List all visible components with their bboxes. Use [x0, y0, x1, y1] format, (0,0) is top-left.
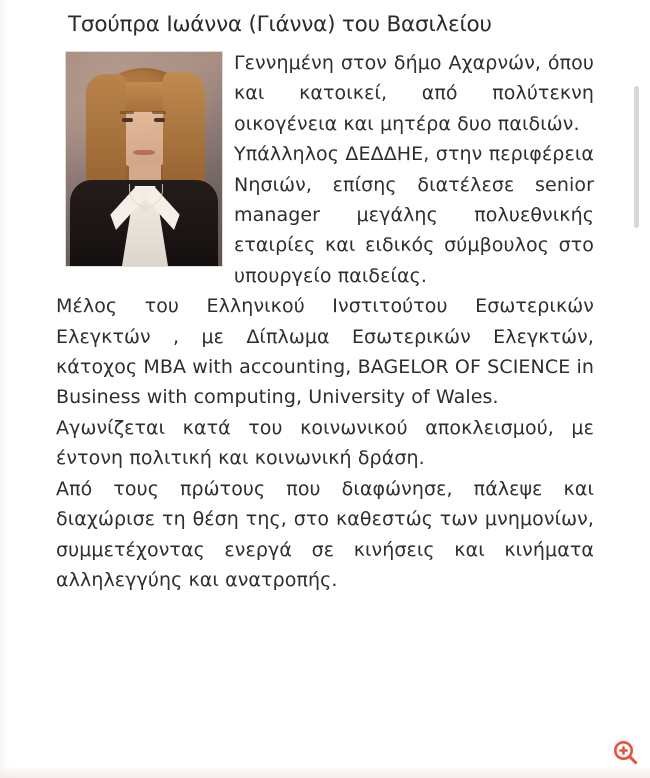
portrait-eye-right	[154, 118, 165, 122]
biography-paragraph-4: Αγωνίζεται κατά του κοινωνικού αποκλεισμού, με έντονη πολιτική και κοινωνική δράση.	[56, 416, 594, 470]
portrait-photo	[66, 52, 222, 266]
biography-text-block	[56, 48, 594, 595]
biography-paragraph-1: Γεννημένη στον δήμο Αχαρνών, όπου και κατοικεί, από πολύτεκνη οικογένεια και μητέρα δυο παιδιών.	[234, 52, 594, 135]
portrait-brow-left	[120, 111, 134, 114]
portrait-mouth	[133, 150, 155, 155]
portrait-brow-right	[152, 111, 166, 114]
biography-paragraph-2: Υπάλληλος ΔΕΔΔΗΕ, στην περιφέρεια Νησιών, επίσης διατέλεσε senior manager μεγάλης πολυεθνικής εταιρίες και ειδικός σύμβουλος στο υπουργείο παιδείας.	[234, 143, 594, 287]
zoom-in-button[interactable]	[607, 734, 645, 772]
biography-paragraph-5: Από τους πρώτους που διαφώνησε, πάλεψε και διαχώρισε τη θέση της, στο καθεστώς των μνημονίων, συμμετέχοντας ενεργά σε κινήσεις και κινήματα αλληλεγγύης και ανατροπής.	[56, 477, 594, 591]
scrollbar-thumb[interactable]	[634, 86, 639, 228]
biography-paragraph-3: Μέλος του Ελληνικού Ινστιτούτου Εσωτερικών Ελεγκτών , με Δίπλωμα Εσωτερικών Ελεγκτών, κάτοχος MBA with accounting, BAGELOR OF SCIENCE in Business with computing, University of Wales.	[56, 295, 594, 409]
portrait-eye-left	[122, 118, 133, 122]
page-title: Τσούπρα Ιωάννα (Γιάννα) του Βασιλείου	[68, 12, 492, 37]
zoom-in-icon	[613, 740, 639, 766]
